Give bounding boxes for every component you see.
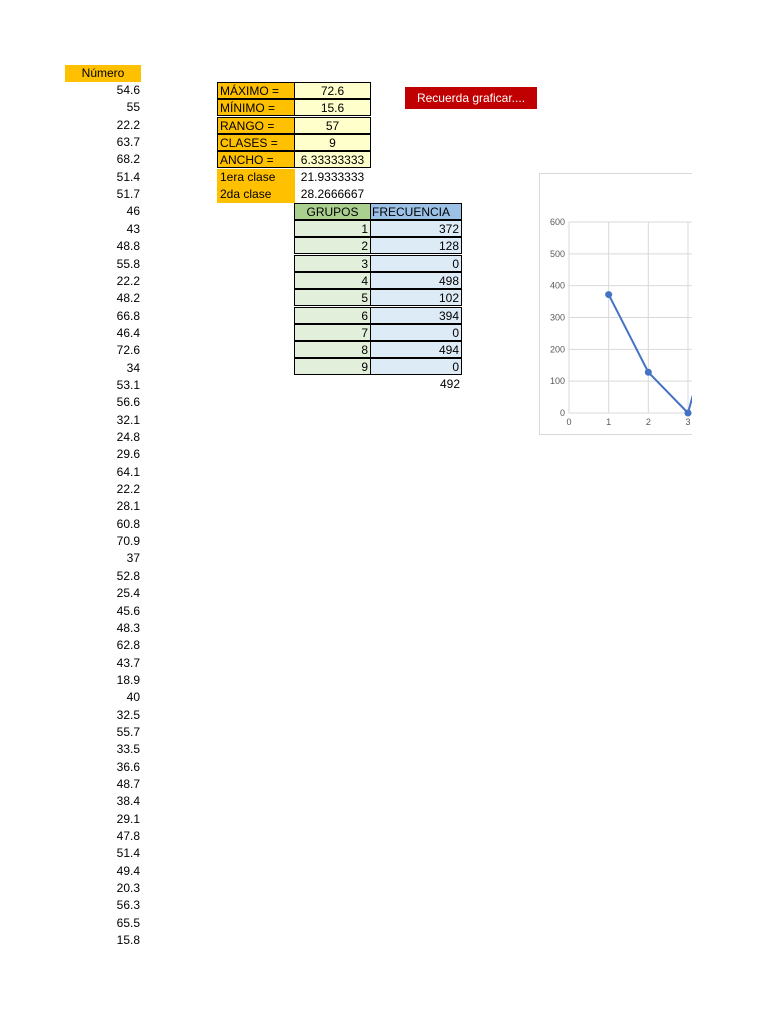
stat-label[interactable]: ANCHO =	[217, 151, 295, 168]
numero-cell[interactable]: 45.6	[116, 603, 140, 618]
x-tick-label: 0	[566, 417, 572, 427]
frecuencia-cell[interactable]: 394	[370, 307, 462, 324]
stat-label[interactable]: CLASES =	[217, 134, 295, 151]
numero-cell[interactable]: 68.2	[116, 152, 140, 167]
numero-cell[interactable]: 62.8	[116, 638, 140, 653]
numero-cell[interactable]: 64.1	[116, 464, 140, 479]
frecuencia-total[interactable]: 492	[439, 377, 460, 391]
stat-value[interactable]: 15.6	[294, 99, 371, 116]
numero-cell[interactable]: 15.8	[116, 933, 140, 948]
numero-cell[interactable]: 46.4	[116, 325, 140, 340]
numero-cell[interactable]: 52.8	[116, 568, 140, 583]
frecuencia-header[interactable]: FRECUENCIA	[370, 203, 462, 220]
frecuencia-cell[interactable]: 494	[370, 341, 462, 358]
numero-cell[interactable]: 66.8	[116, 308, 140, 323]
x-tick-label: 1	[606, 417, 612, 427]
stat-value[interactable]: 57	[294, 117, 371, 134]
numero-cell[interactable]: 24.8	[116, 430, 140, 444]
numero-cell[interactable]: 56.3	[116, 898, 140, 913]
numero-cell[interactable]: 37	[126, 551, 140, 566]
frecuencia-cell[interactable]: 128	[370, 237, 462, 254]
y-tick-label: 100	[549, 376, 565, 387]
frequency-chart[interactable]	[539, 173, 692, 435]
numero-cell[interactable]: 43.7	[116, 655, 140, 670]
y-tick-label: 300	[549, 312, 565, 323]
data-point	[685, 410, 692, 417]
stat-value[interactable]: 6.33333333	[294, 151, 371, 168]
chart-svg	[540, 174, 692, 434]
numero-cell[interactable]: 63.7	[116, 135, 140, 150]
grupo-cell[interactable]: 3	[294, 255, 371, 272]
stat-value[interactable]: 21.9333333	[300, 169, 365, 184]
numero-cell[interactable]: 55.8	[116, 256, 140, 271]
y-tick-label: 200	[549, 344, 565, 355]
numero-cell[interactable]: 36.6	[116, 759, 140, 774]
grupo-cell[interactable]: 6	[294, 307, 371, 324]
grupo-cell[interactable]: 4	[294, 272, 371, 289]
grupos-header[interactable]: GRUPOS	[294, 203, 371, 220]
frecuencia-cell[interactable]: 498	[370, 272, 462, 289]
grupo-cell[interactable]: 2	[294, 237, 371, 254]
y-tick-label: 600	[549, 217, 565, 227]
numero-cell[interactable]: 43	[126, 221, 140, 236]
grupo-cell[interactable]: 5	[294, 289, 371, 306]
numero-cell[interactable]: 29.6	[116, 447, 140, 462]
y-tick-label: 500	[549, 248, 565, 259]
numero-cell[interactable]: 28.1	[116, 499, 140, 514]
x-tick-label: 2	[645, 417, 651, 427]
y-tick-label: 0	[559, 408, 565, 418]
numero-cell[interactable]: 48.8	[116, 239, 140, 254]
numero-cell[interactable]: 48.2	[116, 291, 140, 306]
numero-cell[interactable]: 72.6	[116, 343, 140, 358]
numero-cell[interactable]: 48.7	[116, 777, 140, 791]
stat-value[interactable]: 9	[294, 134, 371, 151]
frecuencia-cell[interactable]: 0	[370, 255, 462, 272]
numero-cell[interactable]: 40	[126, 690, 140, 705]
numero-cell[interactable]: 60.8	[116, 516, 140, 531]
numero-cell[interactable]: 51.4	[116, 846, 140, 861]
numero-cell[interactable]: 54.6	[116, 83, 140, 97]
numero-cell[interactable]: 65.5	[116, 915, 140, 930]
frecuencia-cell[interactable]: 372	[370, 220, 462, 237]
numero-cell[interactable]: 49.4	[116, 863, 140, 878]
numero-cell[interactable]: 51.4	[116, 169, 140, 184]
numero-cell[interactable]: 32.5	[116, 707, 140, 722]
numero-cell[interactable]: 22.2	[116, 273, 140, 288]
grupo-cell[interactable]: 9	[294, 358, 371, 375]
numero-cell[interactable]: 20.3	[116, 881, 140, 896]
grupo-cell[interactable]: 1	[294, 220, 371, 237]
stat-value[interactable]: 72.6	[294, 82, 371, 99]
stat-value[interactable]: 28.2666667	[300, 186, 365, 201]
stat-label[interactable]: 2da clase	[217, 186, 295, 203]
numero-cell[interactable]: 22.2	[116, 117, 140, 132]
numero-cell[interactable]: 70.9	[116, 534, 140, 549]
numero-cell[interactable]: 55.7	[116, 724, 140, 739]
frecuencia-cell[interactable]: 0	[370, 358, 462, 375]
grupo-cell[interactable]: 7	[294, 324, 371, 341]
numero-cell[interactable]: 29.1	[116, 811, 140, 826]
numero-cell[interactable]: 48.3	[116, 620, 140, 635]
data-point	[645, 369, 652, 376]
x-tick-label: 3	[685, 417, 691, 427]
stat-label[interactable]: MÍNIMO =	[217, 99, 295, 116]
numero-cell[interactable]: 53.1	[116, 377, 140, 392]
numero-header[interactable]: Número	[65, 65, 141, 82]
numero-cell[interactable]: 25.4	[116, 586, 140, 601]
data-point	[605, 291, 612, 298]
stat-label[interactable]: 1era clase	[217, 169, 295, 186]
numero-cell[interactable]: 55	[126, 100, 140, 115]
frecuencia-cell[interactable]: 0	[370, 324, 462, 341]
grupo-cell[interactable]: 8	[294, 341, 371, 358]
numero-cell[interactable]: 22.2	[116, 482, 140, 497]
numero-cell[interactable]: 38.4	[116, 794, 140, 809]
stat-label[interactable]: MÁXIMO =	[217, 82, 295, 99]
y-tick-label: 400	[549, 280, 565, 291]
numero-cell[interactable]: 18.9	[116, 672, 140, 687]
numero-cell[interactable]: 56.6	[116, 395, 140, 410]
numero-cell[interactable]: 32.1	[116, 412, 140, 427]
frecuencia-cell[interactable]: 102	[370, 289, 462, 306]
reminder-banner: Recuerda graficar....	[405, 87, 537, 109]
numero-cell[interactable]: 33.5	[116, 742, 140, 757]
numero-cell[interactable]: 46	[126, 204, 140, 219]
numero-cell[interactable]: 34	[126, 360, 140, 375]
numero-cell[interactable]: 51.7	[116, 187, 140, 202]
stat-label[interactable]: RANGO =	[217, 117, 295, 134]
numero-cell[interactable]: 47.8	[116, 829, 140, 844]
